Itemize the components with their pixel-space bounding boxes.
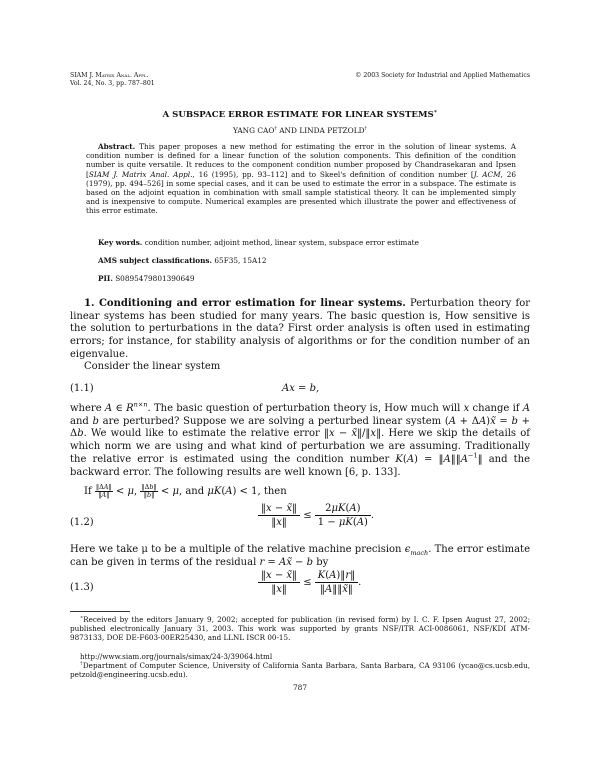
author-line: YANG CAO† AND LINDA PETZOLD† (233, 126, 367, 135)
title-text: A SUBSPACE ERROR ESTIMATE FOR LINEAR SYSTEMS (162, 110, 434, 120)
section-1-heading: 1. Conditioning and error estimation for linear systems. (84, 298, 406, 309)
title-footnote-mark: ∗ (433, 109, 438, 116)
pii: PII. S0895479801390649 (98, 274, 195, 283)
ams-classifications: AMS subject classifications. 65F35, 15A12 (98, 256, 267, 265)
footnote-rule (70, 611, 130, 612)
paragraph-perturbation: where A ∈ $R^{n\times n}$. The basic question of perturbation theory is, How much will x change if A and b are perturbed? Suppose we are solving a perturbed linear system (A + ΔA)x̃ = b + Δb. We would like to estimate the relative error ‖x − x̃‖/‖x‖. Here we skip the details of which norm we are using and what kind of perturbation we are assuming. Traditionally the relative error is estimated using the condition number $K(A) = ‖A‖‖A^{-1}‖$ and the backward error. The following results are well known [6, p. 133]. (70, 400, 531, 478)
eq-1-3-label: (1.3) (70, 582, 94, 593)
section-1-intro: 1. Conditioning and error estimation for linear systems. Perturbation theory for linear systems has been studied for many years. The basic question is, How sensitive is the solution to perturbations in the data? First order analysis is often used in estimating errors; for instance, for stability analysis of algorithms or for the condition number of an eigenvalue. (70, 298, 530, 360)
author-2: LINDA PETZOLD (299, 126, 365, 135)
eq-1-3: $\frac{‖x - x̃‖}{‖x‖}$ ≤ $\frac{K(A)‖r‖}{‖A‖‖x̃‖}$ . (258, 570, 361, 595)
paper-title (0, 110, 600, 120)
eq-1-2: $\frac{‖x - x̃‖}{‖x‖}$ ≤ $\frac{2\mu K(A)}{1 - \mu K(A)}$ . (258, 503, 374, 528)
author-1: YANG CAO (233, 126, 275, 135)
journal-volume: Vol. 24, No. 3, pp. 787–801 (70, 80, 155, 87)
footnote-received: ∗Received by the editors January 9, 2002; accepted for publication (in revised form) by I. C. F. Ipsen August 27, 2002; published electronically January 31, 2003. This work was supported by grants NSF/ITR ACI-0086061, NSF/KDI ATM-9873133, DOE DE-F603-00ER25430, and LLNL ISCR 00-15. (70, 615, 530, 643)
keywords: Key words. condition number, adjoint method, linear system, subspace error estimate (98, 238, 419, 247)
journal-name: SIAM J. Matrix Anal. Appl. (70, 72, 149, 79)
paragraph-consider: Consider the linear system (84, 361, 221, 372)
eq-1-1-label: (1.1) (70, 383, 94, 394)
eq-1-2-label: (1.2) (70, 517, 94, 528)
copyright-notice: © 2003 Society for Industrial and Applied Mathematics (355, 72, 530, 79)
eq-1-1: Ax = b, (282, 383, 320, 394)
footnote-affiliation: †Department of Computer Science, University of California Santa Barbara, Santa Barbara, CA 93106 (ycao@cs.ucsb.edu, petzold@engineering.ucsb.edu). (70, 661, 531, 680)
journal-header (70, 72, 155, 88)
paragraph-machine-precision: Here we take μ to be a multiple of the relative machine precision $\epsilon_{mach}$. The error estimate can be given in terms of the residual r = Ax̃ − b by (70, 544, 530, 568)
page-number: 787 (292, 683, 308, 692)
condition-line: If $\frac{‖\Delta A‖}{‖A‖}$ < μ, $\frac{‖\Delta b‖}{‖b‖}$ < μ, and μK(A) < 1, then (84, 483, 287, 499)
abstract: Abstract. This paper proposes a new method for estimating the error in the solution of linear systems. A condition number is defined for a linear function of the solution components. This definition of the condition number is quite versatile. It reduces to the component condition number proposed by Chandrasekaran and Ipsen [SIAM J. Matrix Anal. Appl., 16 (1995), pp. 93–112] and to Skeel's definition of condition number [J. ACM, 26 (1979), pp. 494–526] in some special cases, and it can be used to estimate the error in a subspace. The estimate is based on the adjoint equation in combination with small sample statistical theory. It can be implemented simply and is inexpensive to compute. Numerical examples are presented which illustrate the power and effectiveness of this error estimate. (86, 142, 516, 216)
footnote-url[interactable]: http://www.siam.org/journals/simax/24-3/39064.html (80, 652, 273, 661)
